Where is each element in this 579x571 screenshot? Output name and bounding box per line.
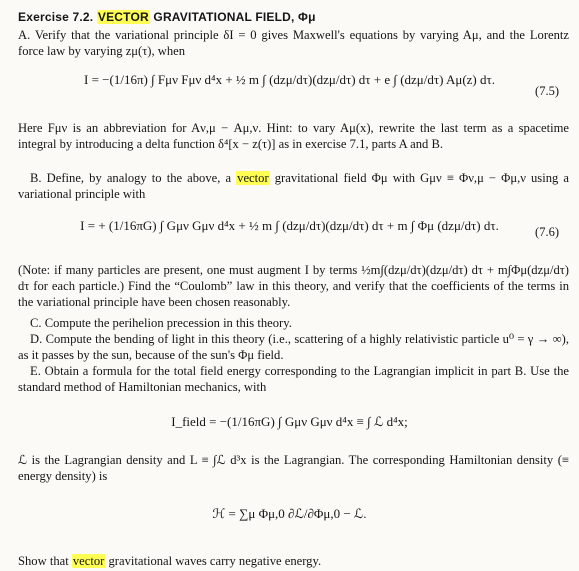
- equation-7-5: I = −(1/16π) ∫ Fμν Fμν d⁴x + ½ m ∫ (dzμ/dτ)(dzμ/dτ) dτ + e ∫ (dzμ/dτ) Aμ(z) dτ.: [84, 72, 495, 87]
- part-a-text: A. Verify that the variational principle δI = 0 gives Maxwell's equations by varying Aμ, and the Lorentz force law by varying zμ(τ), when: [18, 28, 569, 58]
- part-c-text: C. Compute the perihelion precession in this theory.: [30, 316, 292, 330]
- part-b-post: gravitational field Φμ with Gμν ≡ Φν,μ − Φμ,ν using a variational principle with: [18, 171, 569, 201]
- equation-number-7-6: (7.6): [535, 225, 559, 239]
- exercise-label: Exercise 7.2.: [18, 10, 94, 24]
- exercise-heading: [18, 9, 316, 25]
- exercise-title-highlight: VECTOR: [97, 10, 149, 24]
- final-highlight: vector: [72, 554, 105, 568]
- part-b-text: [18, 170, 569, 202]
- part-b-highlight: vector: [237, 171, 269, 185]
- equation-7-6: I = + (1/16πG) ∫ Gμν Gμν d⁴x + ½ m ∫ (dzμ/dτ)(dzμ/dτ) dτ + m ∫ Φμ (dzμ/dτ) dτ.: [80, 218, 499, 233]
- final-pre: Show that: [18, 554, 72, 568]
- note-text: (Note: if many particles are present, one must augment I by terms ½m∫(dzμ/dτ)(dzμ/dτ) dτ + m∫Φμ(dzμ/dτ) dτ for each particle.) Find the “Coulomb” law in this theory, and verify that the coefficients of the terms in the variational principle have been chosen reasonably.: [18, 263, 569, 309]
- final-post: gravitational waves carry negative energy.: [105, 554, 322, 568]
- equation-hamiltonian: ℋ = ∑μ Φμ,0 ∂ℒ/∂Φμ,0 − ℒ.: [212, 506, 367, 521]
- final-text: [18, 553, 569, 569]
- part-a-hint-text: Here Fμν is an abbreviation for Aν,μ − Aμ,ν. Hint: to vary Aμ(x), rewrite the last term as a spacetime integral by introducing a delta function δ⁴[x − z(τ)] as in exercise 7.1, parts A and B.: [18, 121, 569, 151]
- exercise-title-rest: GRAVITATIONAL FIELD, Φμ: [149, 10, 316, 24]
- part-d-text: D. Compute the bending of light in this theory (i.e., scattering of a highly relativistic particle u⁰ = γ → ∞), as it passes by the sun, because of the sun's Φμ field.: [18, 332, 569, 362]
- equation-number-7-5: (7.5): [535, 84, 559, 98]
- part-b-pre: B. Define, by analogy to the above, a: [30, 171, 237, 185]
- part-e-text: E. Obtain a formula for the total field energy corresponding to the Lagrangian implicit in part B. Use the standard method of Hamiltonian mechanics, with: [18, 364, 569, 394]
- equation-field-action: I_field = −(1/16πG) ∫ Gμν Gμν d⁴x ≡ ∫ ℒ d⁴x;: [171, 414, 408, 429]
- lagrangian-text: ℒ is the Lagrangian density and L ≡ ∫ℒ d³x is the Lagrangian. The corresponding Hamiltonian density (≡ energy density) is: [18, 453, 569, 483]
